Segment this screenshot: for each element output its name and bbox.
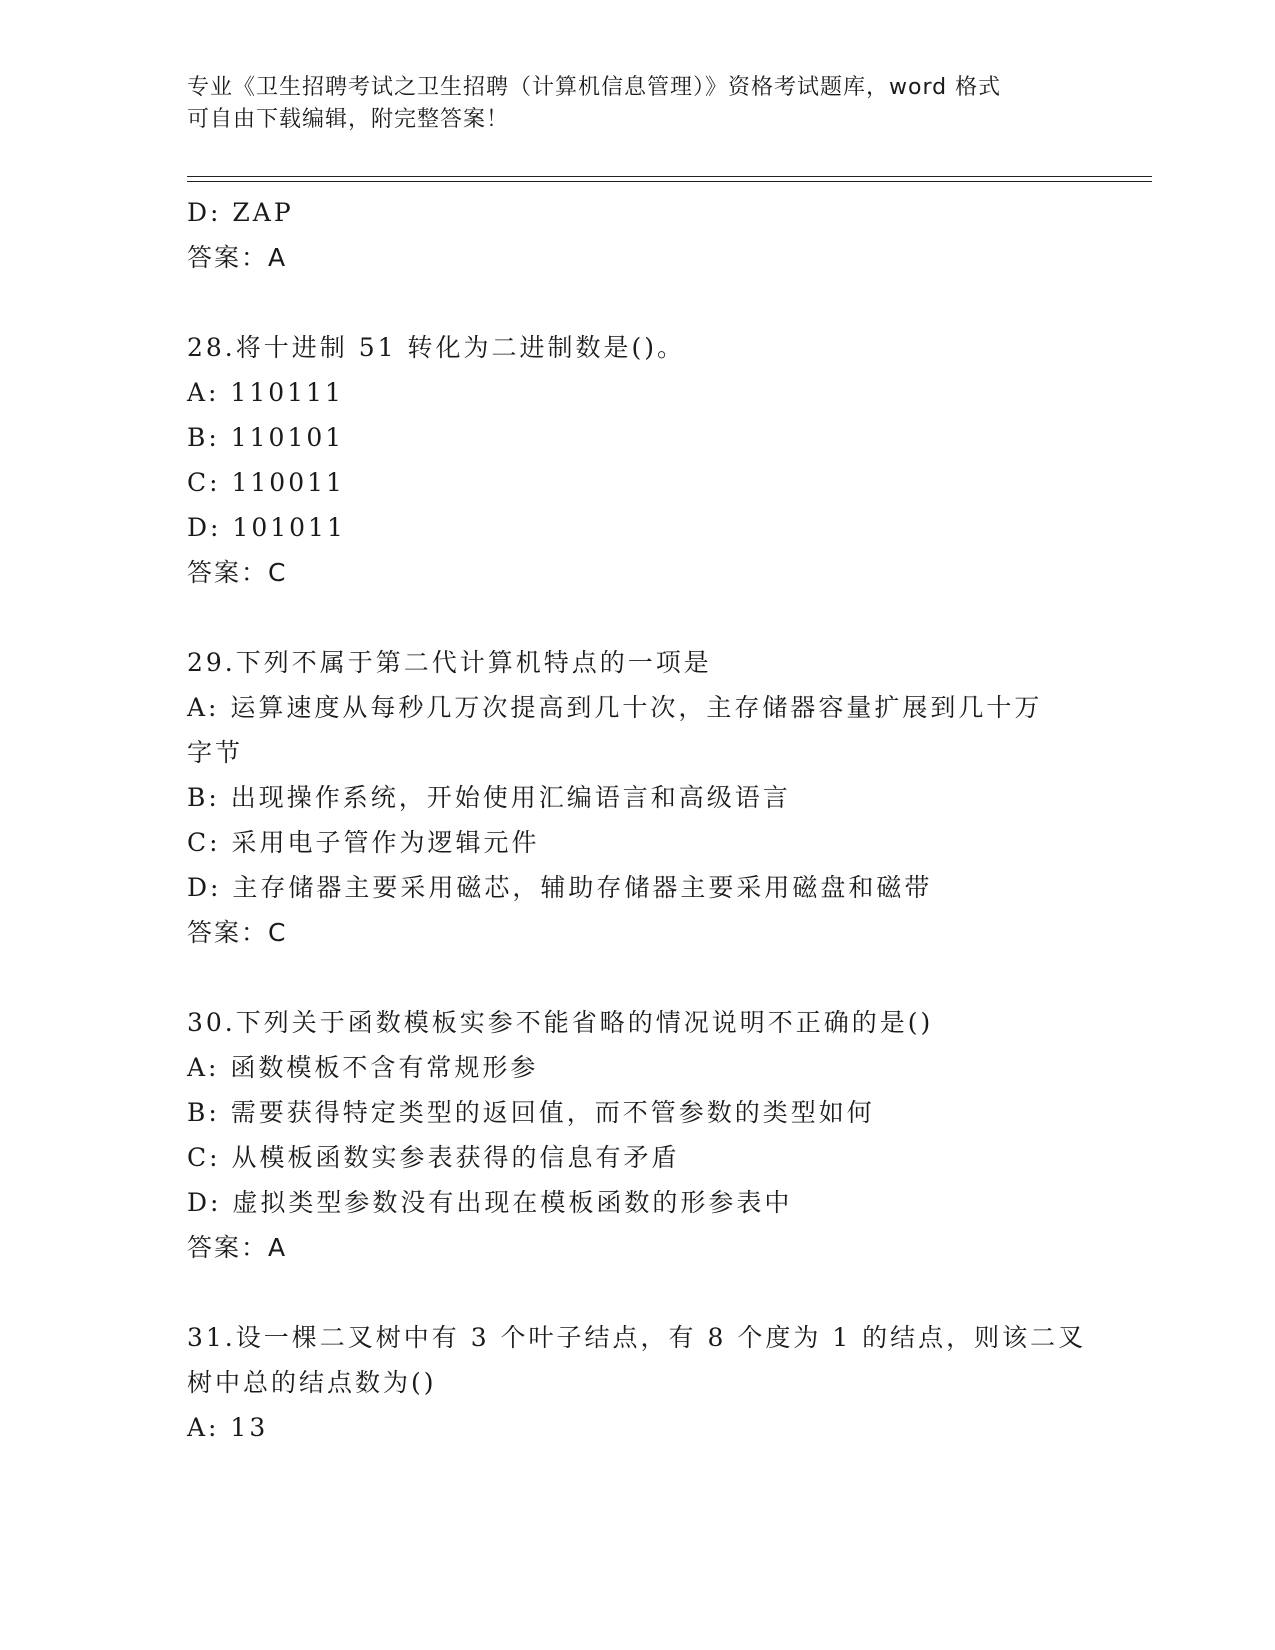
spacer <box>187 955 1087 1000</box>
question-text-line-1: 31.设一棵二叉树中有 3 个叶子结点，有 8 个度为 1 的结点，则该二叉 <box>187 1323 1087 1352</box>
question-31 <box>187 1315 1087 1450</box>
option-c: C: 从模板函数实参表获得的信息有矛盾 <box>187 1143 680 1172</box>
header-line-2: 可自由下载编辑，附完整答案！ <box>187 107 510 132</box>
question-text-line-2: 树中总的结点数为() <box>187 1368 437 1397</box>
option-b: B: 110101 <box>187 423 345 452</box>
spacer <box>187 280 1087 325</box>
option-c: C: 采用电子管作为逻辑元件 <box>187 828 540 857</box>
question-30 <box>187 1000 1087 1270</box>
option-a: A: 函数模板不含有常规形参 <box>187 1053 539 1082</box>
prev-answer: 答案：A <box>187 243 288 272</box>
option-a-line-2: 字节 <box>187 738 244 767</box>
answer: 答案：A <box>187 1233 288 1262</box>
option-b: B: 出现操作系统，开始使用汇编语言和高级语言 <box>187 783 791 812</box>
question-29 <box>187 640 1087 955</box>
spacer <box>187 595 1087 640</box>
header-divider-top <box>187 176 1152 177</box>
spacer <box>187 1270 1087 1315</box>
option-c: C: 110011 <box>187 468 345 497</box>
answer: 答案：C <box>187 918 288 947</box>
answer: 答案：C <box>187 558 288 587</box>
option-d: D: 101011 <box>187 513 346 542</box>
option-a: A: 110111 <box>187 378 344 407</box>
question-28 <box>187 325 1087 595</box>
question-text: 30.下列关于函数模板实参不能省略的情况说明不正确的是() <box>187 1008 934 1037</box>
option-d: D: 主存储器主要采用磁芯，辅助存储器主要采用磁盘和磁带 <box>187 873 933 902</box>
question-list <box>187 190 1087 1450</box>
option-a: A: 13 <box>187 1413 269 1442</box>
header-divider-bottom <box>187 181 1152 182</box>
document-header <box>187 72 1067 136</box>
question-text: 29.下列不属于第二代计算机特点的一项是 <box>187 648 712 677</box>
prev-option-d: D: ZAP <box>187 198 294 227</box>
header-line-1: 专业《卫生招聘考试之卫生招聘（计算机信息管理）》资格考试题库，word 格式 <box>187 75 1002 100</box>
option-b: B: 需要获得特定类型的返回值，而不管参数的类型如何 <box>187 1098 875 1127</box>
option-d: D: 虚拟类型参数没有出现在模板函数的形参表中 <box>187 1188 793 1217</box>
question-text: 28.将十进制 51 转化为二进制数是()。 <box>187 333 685 362</box>
option-a-line-1: A: 运算速度从每秒几万次提高到几十次，主存储器容量扩展到几十万 <box>187 693 1043 722</box>
